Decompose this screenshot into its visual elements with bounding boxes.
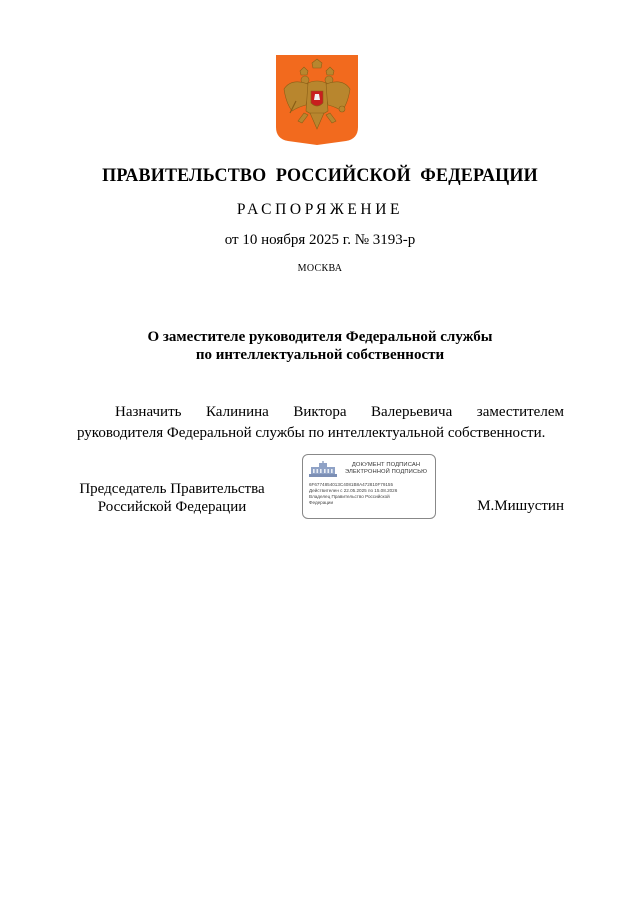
- body-word: Калинина: [205, 404, 269, 420]
- esign-owner: Федерации: [309, 500, 334, 505]
- esign-certificate: 6F6774854013C4081B8A472810F79155: [309, 482, 394, 487]
- document-city: МОСКВА: [297, 263, 343, 274]
- subject-line: О заместителе руководителя Федеральной службы: [147, 329, 493, 345]
- esign-details: [309, 482, 435, 506]
- esign-heading-line: ДОКУМЕНТ ПОДПИСАН: [351, 462, 421, 468]
- body-word: Назначить: [115, 404, 182, 420]
- body-line: руководителя Федеральной службы по интеллектуальной собственности.: [77, 425, 546, 441]
- government-building-icon: [309, 461, 337, 477]
- coat-of-arms-emblem: [276, 55, 358, 145]
- body-word: Виктора: [293, 404, 347, 420]
- esign-owner: Владелец Правительство Российской: [309, 494, 390, 499]
- government-title: ПРАВИТЕЛЬСТВО РОССИЙСКОЙ ФЕДЕРАЦИИ: [102, 165, 538, 186]
- subject-line: по интеллектуальной собственности: [195, 347, 445, 363]
- signer-title-line: Российской Федерации: [97, 499, 247, 515]
- body-word: Валерьевича: [371, 404, 453, 420]
- signer-title: [77, 480, 267, 516]
- body-word: заместителем: [476, 404, 564, 420]
- document-type: РАСПОРЯЖЕНИЕ: [236, 201, 404, 218]
- signer-name: М.Мишустин: [477, 498, 564, 514]
- body-line: [77, 402, 564, 423]
- esign-validity: Действителен с 22.05.2025 по 15.08.2026: [309, 488, 398, 493]
- document-date-number: от 10 ноября 2025 г. № 3193-р: [224, 232, 416, 248]
- signer-title-line: Председатель Правительства: [79, 481, 265, 497]
- double-headed-eagle-icon: [276, 55, 358, 145]
- esign-heading: [339, 462, 433, 476]
- document-body: [77, 402, 564, 444]
- esign-heading-line: ЭЛЕКТРОННОЙ ПОДПИСЬЮ: [344, 469, 428, 475]
- electronic-signature-stamp: [302, 454, 436, 519]
- document-subject: [0, 328, 640, 364]
